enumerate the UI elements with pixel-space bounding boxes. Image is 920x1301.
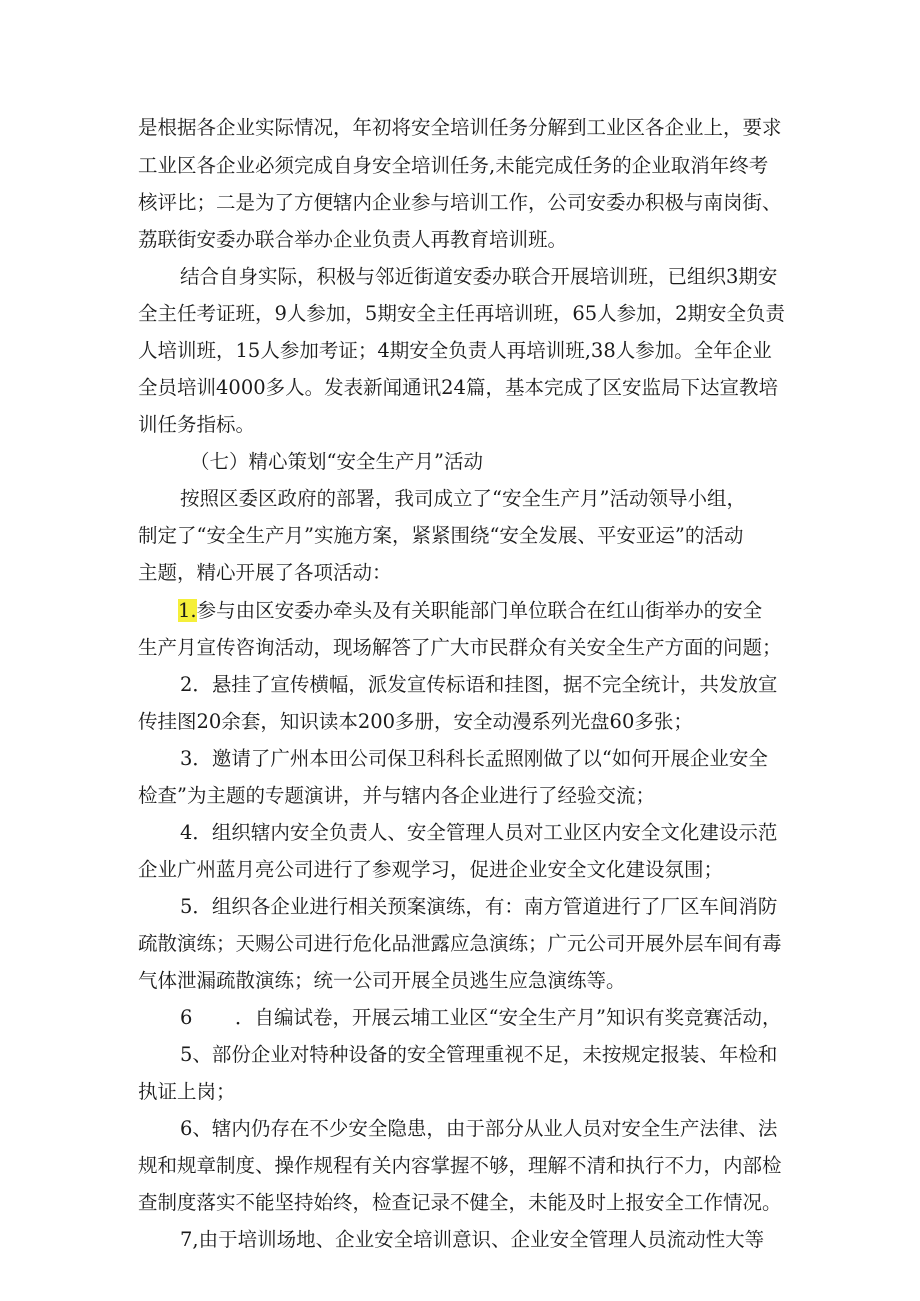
body-line: 执证上岗； bbox=[138, 1080, 236, 1103]
list-item-line: 2．悬挂了宣传横幅，派发宣传标语和挂图，据不完全统计，共发放宣 bbox=[180, 673, 778, 696]
section-heading: （七）精心策划“安全生产月”活动 bbox=[190, 450, 483, 473]
list-item-line: 3．邀请了广州本田公司保卫科科长孟照刚做了以“如何开展企业安全 bbox=[180, 747, 768, 770]
body-line: 主题，精心开展了各项活动： bbox=[138, 561, 392, 584]
body-line: 结合自身实际，积极与邻近街道安委办联合开展培训班，已组织3期安 bbox=[180, 265, 778, 288]
body-line: 荔联街安委办联合举办企业负责人再教育培训班。 bbox=[138, 228, 568, 251]
body-line: 生产月宣传咨询活动，现场解答了广大市民群众有关安全生产方面的问题； bbox=[138, 636, 782, 659]
list-item-line: 7,由于培训场地、企业安全培训意识、企业安全管理人员流动性大等 bbox=[180, 1228, 765, 1251]
body-line: 检查”为主题的专题演讲，并与辖内各企业进行了经验交流； bbox=[138, 784, 655, 807]
body-line: 按照区委区政府的部署，我司成立了“安全生产月”活动领导小组， bbox=[180, 487, 746, 510]
list-item-line bbox=[178, 598, 788, 624]
body-line: 查制度落实不能坚持始终，检查记录不健全，未能及时上报安全工作情况。 bbox=[138, 1191, 782, 1214]
body-line: 人培训班，15人参加考证；4期安全负责人再培训班,38人参加。全年企业 bbox=[138, 339, 772, 362]
body-line: 全员培训4000多人。发表新闻通讯24篇，基本完成了区安监局下达宣教培 bbox=[138, 376, 778, 399]
body-line: 训任务指标。 bbox=[138, 413, 256, 436]
list-item-text: 参与由区安委办牵头及有关职能部门单位联合在红山街举办的安全 bbox=[196, 599, 763, 622]
body-line: 是根据各企业实际情况，年初将安全培训任务分解到工业区各企业上，要求 bbox=[138, 116, 782, 139]
highlighted-number: 1. bbox=[178, 599, 197, 622]
body-line: 气体泄漏疏散演练；统一公司开展全员逃生应急演练等。 bbox=[138, 969, 626, 992]
body-line: 规和规章制度、操作规程有关内容掌握不够，理解不清和执行不力，内部检 bbox=[138, 1154, 782, 1177]
list-item-line: 6、辖内仍存在不少安全隐患，由于部分从业人员对安全生产法律、法 bbox=[180, 1117, 778, 1140]
list-item-line: 5、部份企业对特种设备的安全管理重视不足，未按规定报装、年检和 bbox=[180, 1043, 778, 1066]
body-line: 核评比；二是为了方便辖内企业参与培训工作，公司安委办积极与南岗街、 bbox=[138, 191, 782, 214]
body-line: 企业广州蓝月亮公司进行了参观学习，促进企业安全文化建设氛围； bbox=[138, 858, 724, 881]
body-line: 传挂图20余套，知识读本200多册，安全动漫系列光盘60多张； bbox=[138, 710, 693, 733]
body-line: 制定了“安全生产月”实施方案，紧紧围绕“安全发展、平安亚运”的活动 bbox=[138, 524, 744, 547]
list-item-line: 4．组织辖内安全负责人、安全管理人员对工业区内安全文化建设示范 bbox=[180, 821, 778, 844]
list-number: 6 bbox=[180, 1006, 193, 1029]
body-line: 疏散演练；天赐公司进行危化品泄露应急演练；广元公司开展外层车间有毒 bbox=[138, 932, 782, 955]
body-line: 工业区各企业必须完成自身安全培训任务,未能完成任务的企业取消年终考 bbox=[138, 154, 769, 177]
list-item-line: 5．组织各企业进行相关预案演练，有：南方管道进行了厂区车间消防 bbox=[180, 895, 778, 918]
body-line: 全主任考证班，9人参加，5期安全主任再培训班，65人参加，2期安全负责 bbox=[138, 302, 786, 325]
list-item-text: ．自编试卷，开展云埔工业区“安全生产月”知识有奖竞赛活动， bbox=[235, 1006, 782, 1029]
